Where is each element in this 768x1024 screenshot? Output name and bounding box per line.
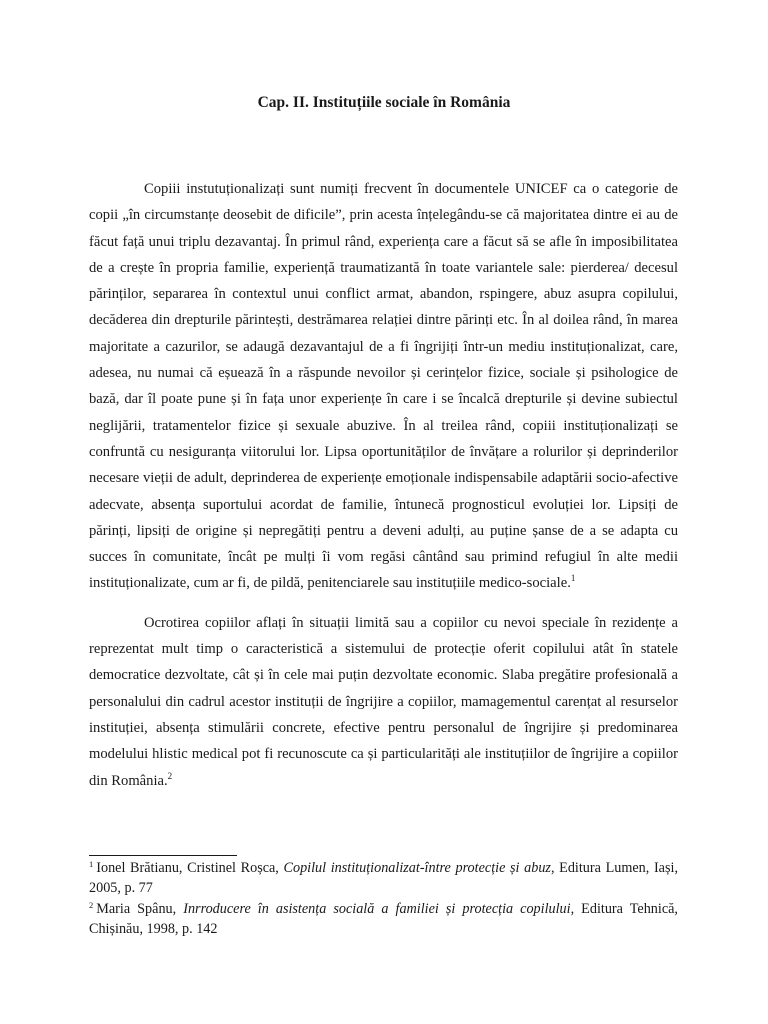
footnote-1-number: 1 [89, 859, 94, 869]
chapter-title: Cap. II. Instituțiile sociale în România [257, 94, 511, 111]
paragraph-2 [89, 610, 678, 794]
paragraph-1-text: Copiii instutuționalizați sunt numiți frecvent în documentele UNICEF ca o categorie de copii „în circumstanțe deosebit de dificile”, prin acesta înțelegându-se că majoritatea dintre ei au de făcut față unui triplu dezavantaj. În primul rând, experiența care a făcut să se afle în imposibilitatea de a crește în propria familie, experiență traumatizantă în toate variantele sale: pierderea/ decesul părinților, separarea în contextul unui conflict armat, abandon, rspingere, abuz asupra copilului, decăderea din drepturile părintești, destrămarea relației dintre părinți etc. În al doilea rând, în marea majoritate a cazurilor, se adaugă dezavantajul de a fi îngrijiți într-un mediu instituționalizat, care, adesea, nu numai că eșuează în a răspunde nevoilor și cerințelor fizice, sociale și psihologice de bază, dar îl poate pune și în fața unor experiențe în care i se încalcă drepturile și devine subiectul neglijării, tratamentelor fizice și sexuale abuzive. În al treilea rând, copiii instituționalizați se confruntă cu nesiguranța viitorului lor. Lipsa oportunităților de învățare a rolurilor și deprinderilor necesare vieții de adult, deprinderea de experiențe emoționale indispensabile adaptării socio-afective adecvate, absența suportului acordat de familie, întunecă prognosticul evoluției lor. Lipsiți de părinți, lipsiți de origine și nepregătiți pentru a deveni adulți, au puține șanse de a se adapta cu succes în comunitate, încât pe mulți îi vom regăsi cântând sau primind refugiul în alte medii instituționalizate, cum ar fi, de pildă, penitenciarele sau instituțiile medico-sociale. [89, 181, 678, 592]
footnote-2-details: , Editura Tehnică, Chișinău, 1998, p. 142 [89, 900, 678, 937]
footnote-1-title: Copilul instituționalizat-între protecție și abuz [283, 860, 551, 876]
paragraph-2-text: Ocrotirea copiilor aflați în situații limită sau a copiilor cu nevoi speciale în rezidențe a reprezentat mult timp o caracteristică a sistemului de protecție oferit copilului atât în statele democratice dezvoltate, cât și în cele mai puțin dezvoltate economic. Slaba pregătire profesională a personalului din cadrul acestor instituții de îngrijire a copiilor, mamagementul carențat al resurselor instituției, absența stimulării concrete, efective pentru personalul de îngrijire și predominarea modelului hlistic medical pot fi recunoscute ca și particularități ale instituțiilor de îngrijire a copiilor din România. [89, 614, 678, 789]
footnote-1 [89, 858, 678, 899]
body-text [89, 176, 678, 794]
footnote-ref-1: 1 [570, 573, 576, 584]
footnote-2-title: Inrroducere în asistența socială a familiei și protecția copilului [183, 900, 571, 917]
footnote-1-details: , Editura Lumen, Iași, 2005, p. 77 [89, 860, 678, 897]
footnote-1-authors: Ionel Brătianu, Cristinel Roșca, [96, 860, 284, 876]
footnotes [89, 858, 678, 939]
footnote-2-authors: Maria Spânu, [96, 900, 184, 917]
footnote-ref-2: 2 [167, 770, 173, 781]
footnote-separator [89, 855, 237, 856]
paragraph-1 [89, 176, 678, 597]
footnote-2 [89, 899, 678, 940]
footnote-2-number: 2 [89, 899, 94, 910]
